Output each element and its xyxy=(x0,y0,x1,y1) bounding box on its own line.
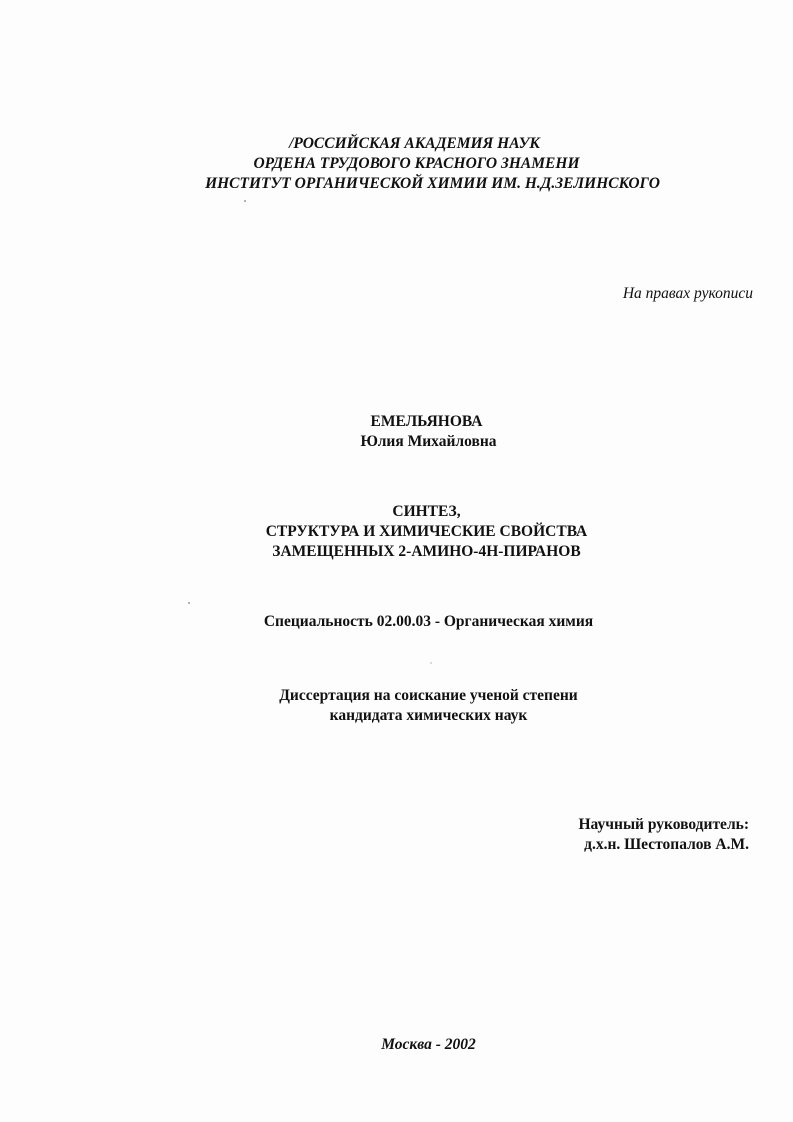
supervisor-name: д.х.н. Шестопалов А.М. xyxy=(584,836,749,853)
title-line-3: ЗАМЕЩЕННЫХ 2-АМИНО-4Н-ПИРАНОВ xyxy=(272,543,581,560)
title-line-2: СТРУКТУРА И ХИМИЧЕСКИЕ СВОЙСТВА xyxy=(265,523,588,540)
author-given-names: Юлия Михайловна xyxy=(360,433,497,450)
header-order: ОРДЕНА ТРУДОВОГО КРАСНОГО ЗНАМЕНИ xyxy=(253,155,580,172)
degree-line-1: Диссертация на соискание ученой степени xyxy=(279,687,578,704)
header-institute: ИНСТИТУТ ОРГАНИЧЕСКОЙ ХИМИИ ИМ. Н.Д.ЗЕЛИНСКОГО xyxy=(205,175,660,192)
scan-speck xyxy=(188,602,190,604)
scan-speck xyxy=(244,200,246,202)
scan-speck xyxy=(430,662,432,664)
degree-line-2: кандидата химических наук xyxy=(329,707,528,724)
header-academy: /РОССИЙСКАЯ АКАДЕМИЯ НАУК xyxy=(289,135,540,152)
author-surname: ЕМЕЛЬЯНОВА xyxy=(370,413,483,430)
supervisor-label: Научный руководитель: xyxy=(578,816,749,833)
specialty: Специальность 02.00.03 - Органическая химия xyxy=(263,613,594,630)
manuscript-rights-note: На правах рукописи xyxy=(622,285,753,302)
city-year: Москва - 2002 xyxy=(381,1036,476,1053)
title-line-1: СИНТЕЗ, xyxy=(392,503,461,520)
